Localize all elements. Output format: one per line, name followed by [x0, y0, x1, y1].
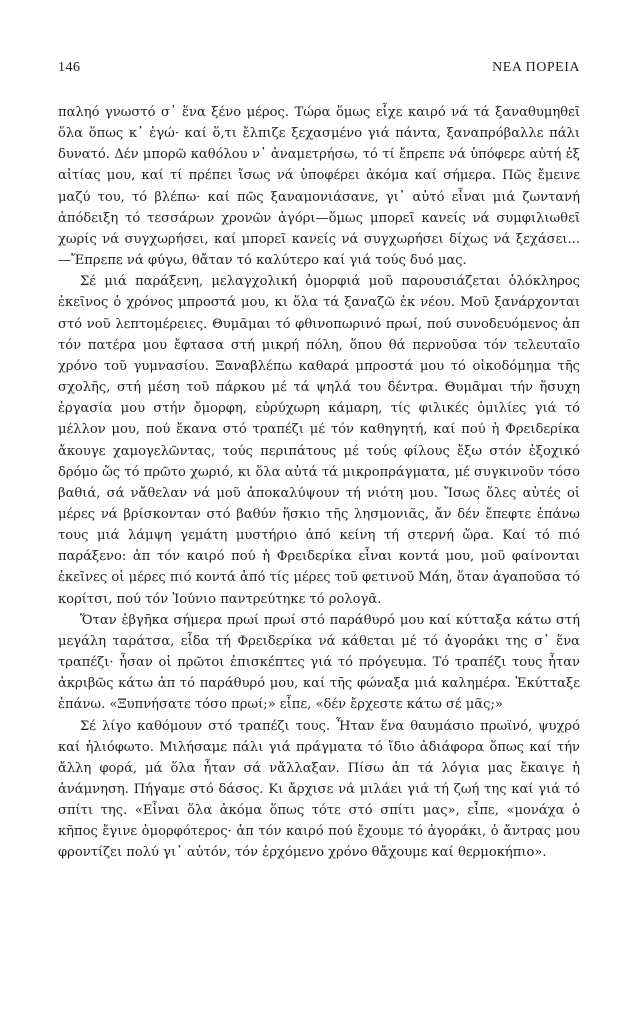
journal-title: ΝΕΑ ΠΟΡΕΙΑ	[492, 60, 580, 75]
book-page	[58, 60, 580, 861]
paragraph: παληό γνωστό σ᾽ ἕνα ξένο μέρος. Τώρα ὅμως εἶχε καιρό νά τά ξαναθυμηθεῖ ὅλα ὅπως κ᾽ ἐγώ· καί ὅ,τι ἔλπιζε ξεχασμένο γιά πάντα, ξαναπρόβαλλε πάλι δυνατό. Δέν μπορῶ καθόλου ν᾽ ἀναμετρήσω, τό τί ἔπρεπε νά ὑπόφερε αὐτή ἐξ αἰτίας μου, καί τί πρέπει ἴσως νά ὑποφέρει ἀκόμα καί σήμερα. Πῶς ἔμεινε μαζύ του, τό βλέπω· καί πῶς ξαναμονιάσανε, γι᾽ αὐτό εἶναι μιά ζωντανή ἀπόδειξη τό τεσσάρων χρονῶν ἀγόρι—ὅμως μπορεῖ κανείς νά συμφιλιωθεῖ χωρίς νά συγχωρήσει, καί μπορεῖ κανείς νά συγχωρήσει δίχως νά ξεχάσει... —Ἔπρεπε νά φύγω, θἄταν τό καλύτερο καί γιά τούς δυό μας.	[58, 105, 580, 269]
paragraph: Σέ μιά παράξενη, μελαγχολική ὀμορφιά μοῦ παρουσιάζεται ὁλόκληρος ἐκεῖνος ὁ χρόνος μπροστά μου, κι ὅλα τά ξαναζῶ ἐκ νέου. Μοῦ ξανάρχονται στό νοῦ λεπτομέρειες. Θυμᾶμαι τό φθινοπωρινό πρωί, πού συνοδευόμενος ἀπ τόν πατέρα μου ἔφτασα στή μικρή πόλη, ὅπου θά περνοῦσα τόν τελευταῖο χρόνο τοῦ γυμνασίου. Ξαναβλέπω καθαρά μπροστά μου τό οἰκοδόμημα τῆς σχολῆς, στή μέση τοῦ πάρκου μέ τά ψηλά του δέντρα. Θυμᾶμαι τήν ἥσυχη ἐργασία μου στήν ὄμορφη, εὐρύχωρη κάμαρη, τίς φιλικές ὁμιλίες γιά τό μέλλον μου, πού ἔκανα στό τραπέζι μέ τόν καθηγητή, καί πού ἡ Φρειδερίκα ἄκουγε χαμογελῶντας, τούς περιπάτους μέ τούς φίλους ἔξω στόν ἐξοχικό δρόμο ὥς τό πρῶτο χωριό, κι ὅλα αὐτά τά μικροπράγματα, μέ συγκινοῦν τόσο βαθιά, σά νἄθελαν νά μοῦ ἀποκαλύψουν τή νιότη μου. Ἴσως ὅλες αὐτές οἱ μέρες νά βρίσκονταν στό βαθύν ἥσκιο τῆς λησμονιᾶς, ἄν δέν ἔπεφτε ἐπάνω τους μιά λάμψη γεμάτη μυστήριο ἀπό κείνη τή στερνή ὥρα. Καί τό πιό παράξενο: ἀπ τόν καιρό πού ἡ Φρειδερίκα εἶναι κοντά μου, μοῦ φαίνονται ἐκεῖνες οἱ μέρες πιό κοντά ἀπό τίς μέρες τοῦ φετινοῦ Μάη, ὅταν ἀγαποῦσα τό κορίτσι, πού τόν Ἰούνιο παντρεύτηκε τό ρολογᾶ.	[58, 274, 580, 607]
paragraph: Ὅταν ἐβγῆκα σήμερα πρωί πρωί στό παράθυρό μου καί κύτταξα κάτω στή μεγάλη ταράτσα, εἶδα τή Φρειδερίκα νά κάθεται μέ τό ἀγοράκι της σ᾽ ἕνα τραπέζι· ἦσαν οἱ πρῶτοι ἐπισκέπτες γιά τό πρόγευμα. Τό τραπέζι τους ἦταν ἀκριβῶς κάτω ἀπ τό παράθυρό μου, καί τῆς φώναξα μιά καλημέρα. Ἐκύτταξε ἐπάνω. «Ξυπνήσατε τόσο πρωί;» εἶπε, «δέν ἔρχεστε κάτω σέ μᾶς;»	[58, 612, 580, 713]
paragraph: Σέ λίγο καθόμουν στό τραπέζι τους. Ἦταν ἕνα θαυμάσιο πρωϊνό, ψυχρό καί ἡλιόφωτο. Μιλήσαμε πάλι γιά πράγματα τό ἴδιο ἀδιάφορα ὅπως καί τήν ἄλλη φορά, μά ὅλα ἦταν σά νἄλλαξαν. Πίσω ἀπ τά λόγια μας ἔκαιγε ἡ ἀνάμνηση. Πήγαμε στό δάσος. Κι ἄρχισε νά μιλάει γιά τή ζωή της καί γιά τό σπίτι της. «Εἶναι ὅλα ἀκόμα ὅπως τότε στό σπίτι μας», εἶπε, «μονάχα ὁ κῆπος ἔγινε ὀμορφότερος· ἀπ τόν καιρό πού ἔχουμε τό ἀγοράκι, ὁ ἄντρας μου φροντίζει πολύ γι᾽ αὐτόν, τόν ἐρχόμενο χρόνο θἄχουμε καί θερμοκήπιο».	[58, 718, 580, 861]
page-number: 146	[58, 60, 81, 75]
body-text	[58, 102, 580, 864]
running-header	[58, 60, 580, 82]
